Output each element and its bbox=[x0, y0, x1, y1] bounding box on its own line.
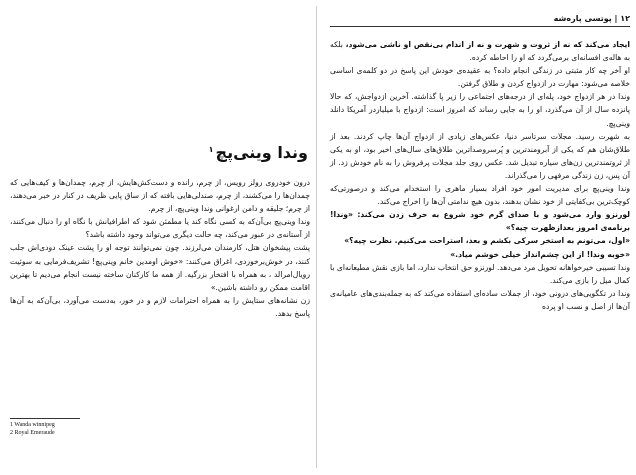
paragraph: به شهرت رسید. مجلات سرتاسر دنیا، عکس‌های زیادی از ازدواج آن‌ها چاپ کردند. بعد از طلاق‌شان هم که یکی از آبرومندترین و پُرسروصداترین طلاق‌های سال‌های اخیر بود، او به یکی از ثروتمندترین زن‌های سیاره تبدیل شد. عکس روی جلد مجلات پرفروش را به نام خودش زد. از آن پس، زن زندگی مرفهی را می‌گذراند. bbox=[330, 131, 630, 180]
footnote: 2 Royal Emeraude bbox=[10, 429, 55, 436]
running-header: ۱۲ | پوتسی پاره‌شه bbox=[553, 14, 630, 23]
paragraph bbox=[330, 38, 630, 64]
right-page-body bbox=[330, 38, 630, 313]
paragraph: او آخر چه کار مثبتی در زندگی انجام داده؟ به عقیده‌ی خودش این پاسخ در دو کلمه‌ی اساسی خلاصه می‌شود: مهارت در ازدواج کردن و طلاق گرفتن. bbox=[330, 66, 630, 89]
page-gutter bbox=[316, 6, 317, 468]
paragraph: پشت پیشخوان هتل، کارمندان می‌لرزند. چون نمی‌توانند توجه او را پشت عینک دودی‌اش جلب کنند، در خوش‌برخوردی، اغراق می‌کنند: «خوش اومدین خانم وینی‌پچ! تشریف‌فرمایی به سوئیت رویال‌امرالد ، به همراه با افتخار بزرگیه. از همه ما کارکنان ساخته نیست انجام می‌دیم تا بهترین اقامت ممکن رو داشته باشین.» bbox=[10, 243, 310, 292]
paragraph: وندا تسیبی خیرخواهانه تحویل مرد می‌دهد. لورنزو حق انتخاب ندارد، اما بازی نقش مطیعانه‌ای با کمال میل را بازی می‌کند. bbox=[330, 262, 630, 285]
paragraph: زن نشانه‌های ستایش را به همراه احترامات لازم و در خور، به‌دست می‌آورد، بی‌آن‌که به آن‌ها پاسخ بدهد. bbox=[10, 295, 310, 318]
paragraph: وندا وینی‌پچ بی‌آن‌که به کسی نگاه کند یا مطمئن شود که اطرافیانش با نگاه او را دنبال می‌کنند، از آستانه‌ی در عبور می‌کند، چه حالت دیگری می‌تواند وجود داشته باشد؟ bbox=[10, 217, 310, 240]
paragraph: «اول، می‌تونم به استخر سرکی بکشم و بعد، استراحت می‌کنیم. نظرت چیه؟» bbox=[344, 236, 630, 246]
paragraph: وندا وینی‌پچ برای مدیریت امور خود افراد بسیار ماهری را استخدام می‌کند و درصورتی‌که کوچک‌ترین بی‌کفایتی از خود نشان بدهند، بدون هیچ ندامتی آن‌ها را اخراج می‌کند. bbox=[330, 184, 630, 207]
chapter-title-text: وندا وینی‌پچ bbox=[215, 143, 308, 162]
paragraph: «خوبه وندا! از این چشم‌انداز خیلی خوشم میاد.» bbox=[450, 249, 630, 259]
paragraph-lead: ایجاد می‌کند که نه از ثروت و شهرت و نه از اندام بی‌نقص او ناشی می‌شود، bbox=[345, 40, 630, 49]
footnote-rule bbox=[10, 418, 80, 419]
header-rule bbox=[330, 26, 630, 27]
paragraph: لورنزو وارد می‌شود و با صدای گرم خود شروع به حرف زدن می‌کند: «وندا! برنامه‌ی امروز بعدازظهرت چیه؟» bbox=[330, 210, 630, 233]
footnote: 1 Wanda winnipeg bbox=[10, 422, 55, 428]
footnote-marker: ۱ bbox=[208, 144, 214, 154]
chapter-title bbox=[209, 143, 308, 162]
paragraph: درون خودروی رولز رویس، از چرم، رانده و دست‌کش‌هایش، از چرم، چمدان‌ها و کیف‌هایی که چمدان‌ها را می‌کشند، از چرم، صندلی‌هایی بافته که از ساق پایی ظریف در کنار در خبر می‌دهند، از چرم؛ جلیقه و دامن ارغوانی وندا وینی‌پچ، از چرم. bbox=[10, 178, 310, 214]
paragraph: وندا در تکگویی‌های درونی خود، از جملات ساده‌ای استفاده می‌کند که به جمله‌بندی‌های عامیانه‌ی آن‌ها از اصل و نسب او پرده bbox=[330, 288, 630, 311]
paragraph: وندا در هر ازدواج خود، پله‌ای از درجه‌های اجتماعی را زیر پا گذاشته. آخرین ازدواجش، که حالا پانزده سال از آن می‌گذرد، او را به جایی رساند که امروز است: ازدواج با میلیاردر آمریکا دانلد وینی‌پچ. bbox=[330, 92, 630, 128]
left-page-body bbox=[10, 176, 310, 320]
footnotes bbox=[10, 418, 130, 437]
paragraph-text: بلکه به هاله‌ی افسانه‌ای برمی‌گردد که او را احاطه کرده. bbox=[330, 40, 630, 63]
